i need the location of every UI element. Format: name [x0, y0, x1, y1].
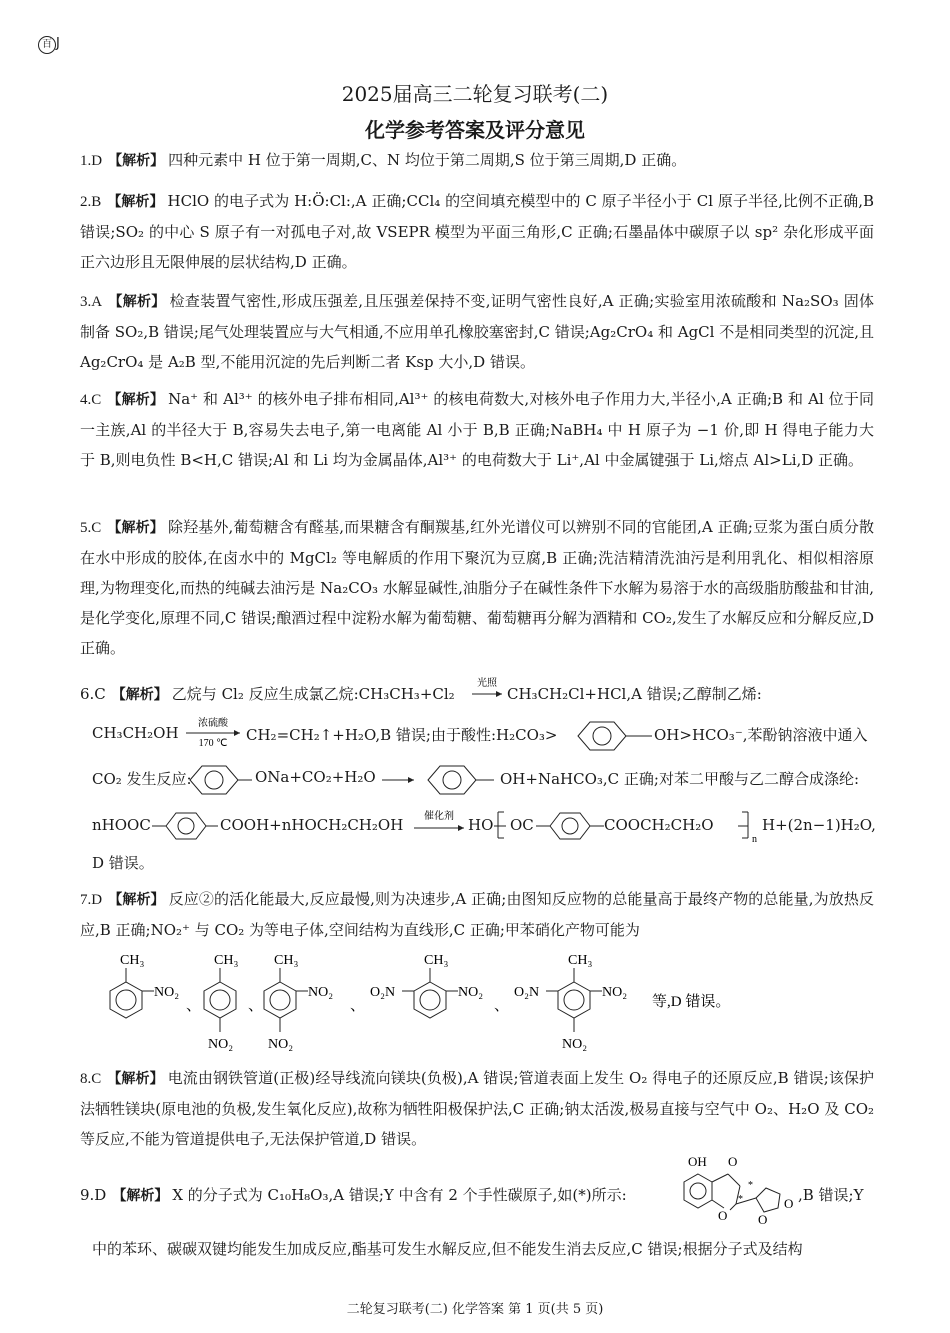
no2-label: NO₂	[154, 985, 180, 1000]
separator: 、	[350, 998, 366, 1014]
doc-title: 化学参考答案及评分意见	[365, 118, 585, 142]
answer-text: 除羟基外,葡萄糖含有醛基,而果糖含有酮羰基,红外光谱仪可以辨别不同的官能团,A 正确;豆浆为蛋白质分散在水中形成的胶体,在卤水中的 MgCl₂ 等电解质的作用下聚沉为豆腐,B 正确;洗洁精清洗油污是利用乳化、相似相溶原理,为物理变化,而热的纯碱去油污是 Na₂CO₃ 水解显碱性,油脂分子在碱性条件下水解为易溶于水的高级脂肪酸盐和甘油,是化学变化,原理不同,C 错误;酿酒过程中淀粉水解为葡萄糖、葡萄糖再分解为酒精和 CO₂,发生了水解反应和分解反应,D 正确。	[80, 518, 875, 657]
analysis-tag: 【解析】	[107, 1071, 164, 1087]
analysis-tag: 【解析】	[107, 392, 165, 408]
no2-label: NO₂	[208, 1037, 234, 1052]
p-nitrotoluene	[204, 953, 238, 1052]
reaction-arrow-acid	[184, 712, 244, 752]
answer-6-co2: CO₂ 发生反应:	[92, 770, 192, 788]
o-label: O	[728, 1154, 738, 1169]
separator: 、	[186, 998, 202, 1014]
answer-number: 1.D	[80, 153, 103, 169]
answer-6-line1	[80, 683, 455, 704]
answer-6-line2b: OH>HCO₃⁻,苯酚钠溶液中通入	[654, 726, 868, 744]
o2n-label: O₂N	[514, 985, 540, 1000]
benzene-ring-icon	[534, 806, 606, 846]
answer-text: 四种元素中 H 位于第一周期,C、N 均位于第二周期,S 位于第三周期,D 正确。	[168, 151, 687, 169]
trinitrotoluene	[514, 953, 627, 1052]
benzene-ring-icon	[186, 760, 256, 800]
cond-acid: 浓硫酸	[198, 718, 228, 729]
separator: 、	[494, 998, 510, 1014]
answer-2	[80, 186, 874, 277]
benzene-ring-icon	[560, 716, 660, 756]
reaction-arrow-cat	[412, 806, 468, 842]
no2-label: NO₂	[308, 985, 334, 1000]
answer-9-tail: ,B 错误;Y	[798, 1186, 864, 1204]
polymer-bracket-left	[494, 808, 508, 842]
cond-temp: 170 ℃	[198, 738, 228, 749]
answer-9-line2: 中的苯环、碳碳双键均能发生加成反应,酯基可发生水解反应,但不能发生消去反应,C 错误;根据分子式及结构	[92, 1240, 803, 1258]
ch3-label: CH₃	[424, 953, 449, 968]
analysis-tag: 【解析】	[112, 1188, 169, 1204]
polymer-bracket-right	[738, 808, 762, 844]
reaction-arrow-light	[470, 676, 506, 702]
dinitrotoluene	[264, 953, 333, 1052]
answer-number: 6.C	[80, 685, 106, 703]
answer-7-tail: 等,D 错误。	[652, 994, 731, 1010]
no2-label: NO₂	[458, 985, 484, 1000]
dinitrotoluene-2-6	[370, 953, 483, 1018]
o-label: O	[784, 1196, 794, 1211]
answer-text: 反应②的活化能最大,反应最慢,则为决速步,A 正确;由图知反应物的总能量高于最终产物的总能量,为放热反应,B 正确;NO₂⁺ 与 CO₂ 为等电子体,空间结构为直线形,C 正确;甲苯硝化产物可能为	[80, 890, 875, 939]
answer-1	[80, 145, 874, 176]
analysis-tag: 【解析】	[108, 892, 165, 908]
answer-number: 7.D	[80, 892, 103, 908]
answer-text: 电流由钢铁管道(正极)经导线流向镁块(负极),A 错误;管道表面上发生 O₂ 得电子的还原反应,B 错误;该保护法牺牲镁块(原电池的负极,发生氧化反应),故称为牺牲阳极保护法,C 正确;钠太活泼,极易直接与空气中 O₂、H₂O 及 CO₂ 等反应,不能为管道提供电子,无法保护管道,D 错误。	[80, 1069, 875, 1148]
separator: 、	[248, 998, 264, 1014]
logo-suffix: J	[56, 36, 60, 51]
o-label: O	[718, 1208, 728, 1223]
ch3-label: CH₃	[120, 953, 145, 968]
answer-9-line1	[80, 1184, 627, 1205]
answer-6-pta: nHOOC	[92, 816, 151, 834]
answer-6-line4b: H+(2n−1)H₂O,	[762, 816, 876, 834]
logo	[38, 36, 60, 54]
analysis-tag: 【解析】	[111, 687, 168, 703]
answer-4	[80, 384, 874, 475]
compound-y-structure	[670, 1152, 800, 1228]
no2-label: NO₂	[562, 1037, 588, 1052]
answer-7	[80, 884, 874, 945]
eq-text: 乙烷与 Cl₂ 反应生成氯乙烷:CH₃CH₃+Cl₂	[171, 685, 455, 703]
answer-number: 5.C	[80, 520, 102, 536]
answer-6-ethanol: CH₃CH₂OH	[92, 724, 179, 742]
answer-number: 8.C	[80, 1071, 102, 1087]
no2-label: NO₂	[602, 985, 628, 1000]
answer-6-line4a: COOH+nHOCH₂CH₂OH	[220, 816, 404, 834]
o2n-label: O₂N	[370, 985, 396, 1000]
answer-6-end: D 错误。	[92, 854, 154, 872]
answer-number: 3.A	[80, 294, 103, 310]
answer-5	[80, 512, 874, 663]
answer-6-ester: COOCH₂CH₂O	[604, 816, 714, 834]
answer-8	[80, 1063, 874, 1154]
exam-title: 2025届高三二轮复习联考(二)	[341, 82, 609, 106]
answer-6-line2: CH₂=CH₂↑+H₂O,B 错误;由于酸性:H₂CO₃>	[246, 726, 558, 744]
answer-6-ho: HO	[468, 816, 494, 834]
page-footer: 二轮复习联考(二) 化学答案 第 1 页(共 5 页)	[346, 1302, 604, 1317]
logo-mark: 百	[38, 36, 56, 54]
answer-text: 检查装置气密性,形成压强差,且压强差保持不变,证明气密性良好,A 正确;实验室用浓硫酸和 Na₂SO₃ 固体制备 SO₂,B 错误;尾气处理装置应与大气相通,不应用单孔橡胶塞密封,C 错误;Ag₂CrO₄ 和 AgCl 不是相同类型的沉淀,且 Ag₂CrO₄ 是 A₂B 型,不能用沉淀的先后判断二者 Ksp 大小,D 错误。	[80, 292, 875, 371]
answer-text: HClO 的电子式为 H:Ö:Cl:,A 正确;CCl₄ 的空间填充模型中的 C 原子半径小于 Cl 原子半径,比例不正确,B 错误;SO₂ 的中心 S 原子有一对孤电子对,故 VSEPR 模型为平面三角形,C 正确;石墨晶体中碳原子以 sp² 杂化形成平面正六边形且无限伸展的层状结构,D 正确。	[80, 192, 874, 271]
polymer-n: n	[752, 834, 757, 844]
no2-label: NO₂	[268, 1037, 294, 1052]
analysis-tag: 【解析】	[107, 520, 164, 536]
ch3-label: CH₃	[568, 953, 593, 968]
chiral-star: *	[738, 1194, 743, 1205]
benzene-ring-icon	[150, 806, 220, 846]
analysis-tag: 【解析】	[108, 294, 166, 310]
answer-text: Na⁺ 和 Al³⁺ 的核外电子排布相同,Al³⁺ 的核电荷数大,对核外电子作用力大,半径小,A 正确;B 和 Al 位于同一主族,Al 的半径大于 B,容易失去电子,第一电离能 Al 小于 B,B 正确;NaBH₄ 中 H 原子为 −1 价,即 H 得电子能力大于 B,则电负性 B<H,C 错误;Al 和 Li 均为金属晶体,Al³⁺ 的电荷数大于 Li⁺,Al 中金属键强于 Li,熔点 Al>Li,D 正确。	[80, 390, 875, 469]
oh-label: OH	[688, 1154, 707, 1169]
answer-3	[80, 286, 874, 377]
analysis-tag: 【解析】	[107, 194, 164, 210]
cond-light: 光照	[477, 678, 497, 689]
answer-6-line1b: CH₃CH₂Cl+HCl,A 错误;乙醇制乙烯:	[507, 685, 762, 703]
answer-number: 2.B	[80, 194, 102, 210]
ch3-label: CH₃	[274, 953, 299, 968]
toluene-nitration-products	[96, 944, 856, 1062]
answer-6-oc: OC	[510, 816, 534, 834]
reaction-arrow-and-benzene	[380, 760, 500, 800]
o-label: O	[758, 1212, 768, 1227]
answer-6-line3a: ONa+CO₂+H₂O	[255, 768, 376, 786]
cond-cat: 催化剂	[424, 811, 454, 822]
analysis-tag: 【解析】	[108, 153, 165, 169]
chiral-star: *	[748, 1180, 753, 1191]
ch3-label: CH₃	[214, 953, 239, 968]
o-nitrotoluene	[110, 953, 179, 1018]
answer-text: X 的分子式为 C₁₀H₈O₃,A 错误;Y 中含有 2 个手性碳原子,如(*)所示:	[172, 1186, 627, 1204]
answer-6-line3b: OH+NaHCO₃,C 正确;对苯二甲酸与乙二醇合成涤纶:	[500, 770, 860, 788]
answer-number: 9.D	[80, 1186, 107, 1204]
answer-number: 4.C	[80, 392, 102, 408]
